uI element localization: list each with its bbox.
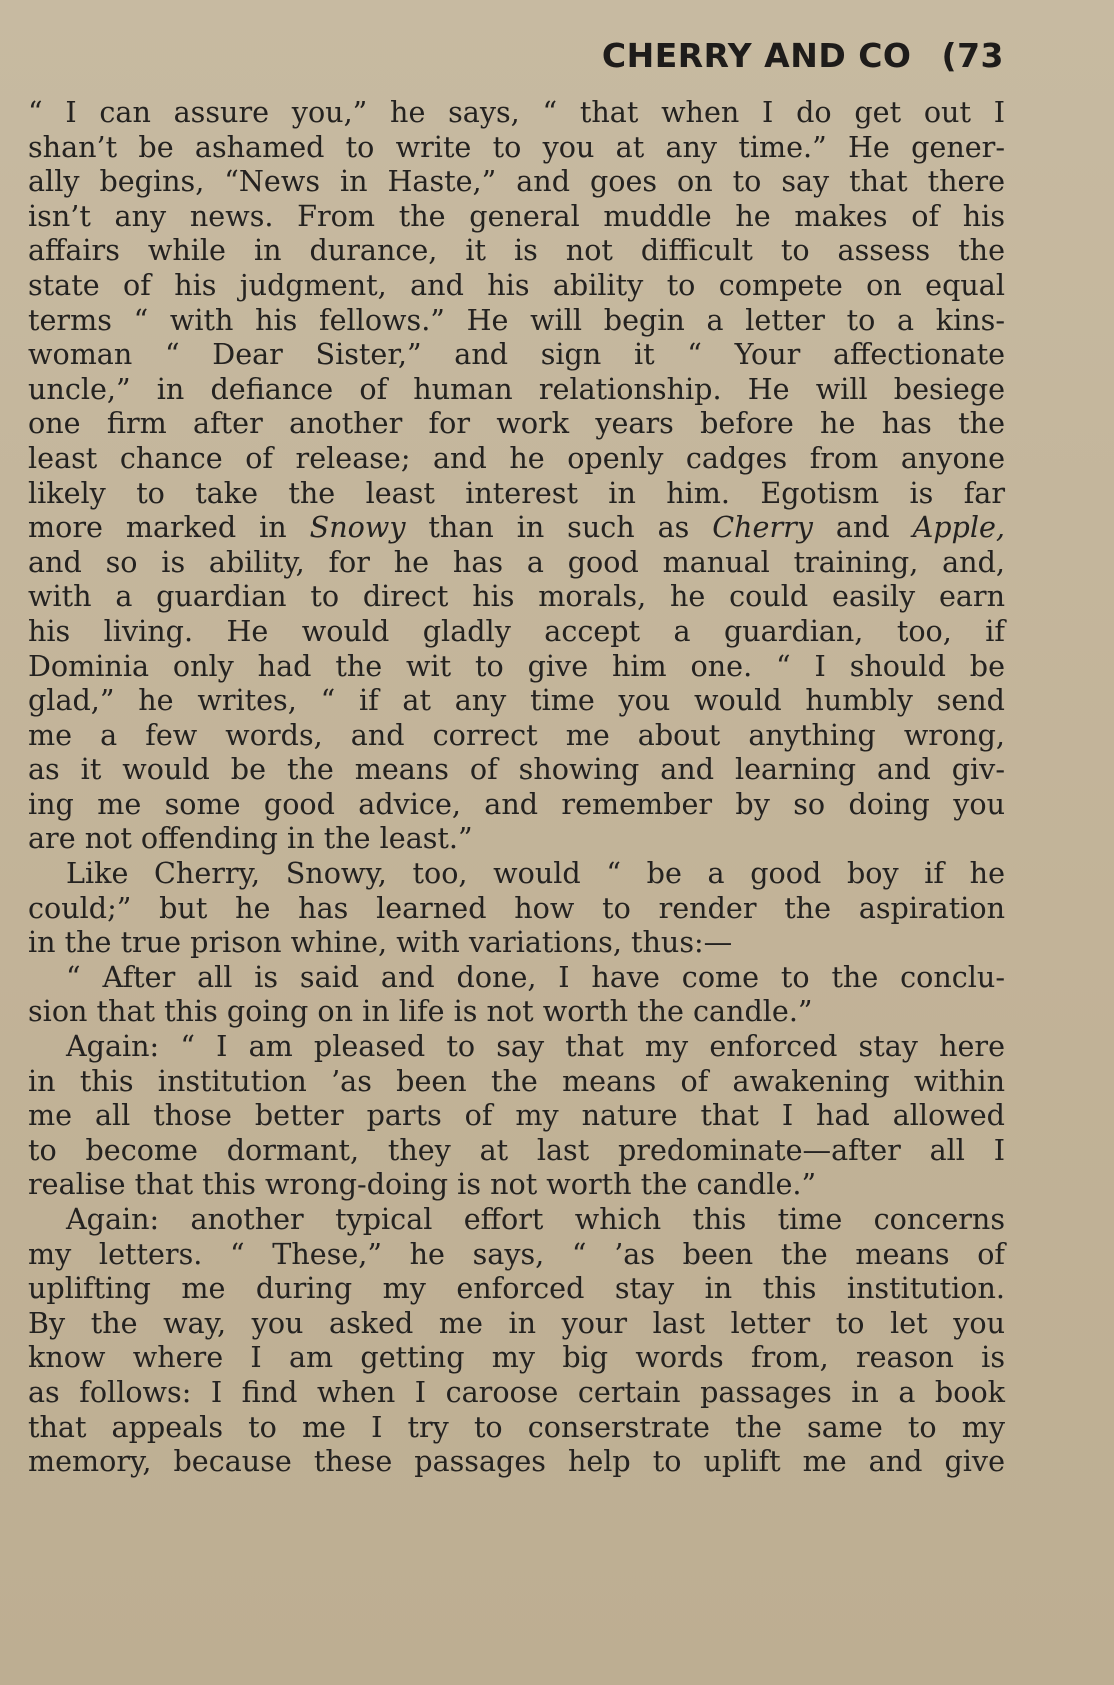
text-line: my letters. “ These,” he says, “ ’as been the means of [28, 1236, 1005, 1271]
text-line: and so is ability, for he has a good manual training, and, [28, 544, 1005, 579]
text-line: are not offending in the least.” [28, 821, 473, 856]
text-line: “ After all is said and done, I have come to the conclu- [66, 959, 1005, 994]
text-line: as follows: I find when I caroose certain passages in a book [28, 1374, 1005, 1409]
text-line: memory, because these passages help to uplift me and give [28, 1444, 1005, 1479]
text-line: Again: “ I am pleased to say that my enforced stay here [66, 1029, 1005, 1064]
text-line: that appeals to me I try to conserstrate the same to my [28, 1409, 1005, 1444]
text-line: least chance of release; and he openly cadges from anyone [28, 440, 1005, 475]
text-line: glad,” he writes, “ if at any time you would humbly send [28, 683, 1005, 718]
text-line: shan’t be ashamed to write to you at any time.” He gener- [28, 129, 1005, 164]
text-line: me a few words, and correct me about anything wrong, [28, 717, 1005, 752]
text-line: more marked in Snowy than in such as Cherry and Apple, [28, 510, 1005, 545]
text-line: terms “ with his fellows.” He will begin a letter to a kins- [28, 302, 1005, 337]
text-line: know where I am getting my big words from, reason is [28, 1340, 1005, 1375]
text-line: uncle,” in defiance of human relationship. He will besiege [28, 371, 1005, 406]
text-line: his living. He would gladly accept a guardian, too, if [28, 613, 1005, 648]
text-line: in the true prison whine, with variations, thus:— [28, 925, 733, 960]
text-line: Again: another typical effort which this time concerns [66, 1202, 1005, 1236]
text-line: sion that this going on in life is not worth the candle.” [28, 994, 813, 1029]
text-line: me all those better parts of my nature that I had allowed [28, 1098, 1005, 1133]
page-number: (73 [941, 36, 1004, 75]
text-line: as it would be the means of showing and learning and giv- [28, 752, 1005, 787]
text-line: in this institution ’as been the means of awakening within [28, 1063, 1005, 1098]
running-title: CHERRY AND CO [601, 36, 912, 75]
text-line: realise that this wrong-doing is not worth the candle.” [28, 1167, 817, 1202]
text-line: to become dormant, they at last predominate—after all I [28, 1132, 1005, 1167]
text-line: By the way, you asked me in your last letter to let you [28, 1305, 1005, 1340]
running-head [602, 36, 1004, 75]
text-line: woman “ Dear Sister,” and sign it “ Your affectionate [28, 337, 1005, 372]
text-line: could;” but he has learned how to render the aspiration [28, 890, 1005, 925]
text-line: state of his judgment, and his ability to compete on equal [28, 267, 1005, 302]
text-line: with a guardian to direct his morals, he could easily earn [28, 579, 1005, 614]
text-line: Dominia only had the wit to give him one. “ I should be [28, 648, 1005, 683]
text-line: likely to take the least interest in him. Egotism is far [28, 475, 1005, 510]
text-line: “ I can assure you,” he says, “ that when I do get out I [28, 95, 1005, 129]
text-line: affairs while in durance, it is not difficult to assess the [28, 233, 1005, 268]
text-line: isn’t any news. From the general muddle he makes of his [28, 198, 1005, 233]
text-line: Like Cherry, Snowy, too, would “ be a good boy if he [66, 856, 1005, 891]
text-line: uplifting me during my enforced stay in this institution. [28, 1271, 1005, 1306]
text-line: ally begins, “News in Haste,” and goes on to say that there [28, 164, 1005, 199]
text-line: one firm after another for work years before he has the [28, 406, 1005, 441]
text-line: ing me some good advice, and remember by so doing you [28, 786, 1005, 821]
body-text [28, 95, 1005, 1479]
